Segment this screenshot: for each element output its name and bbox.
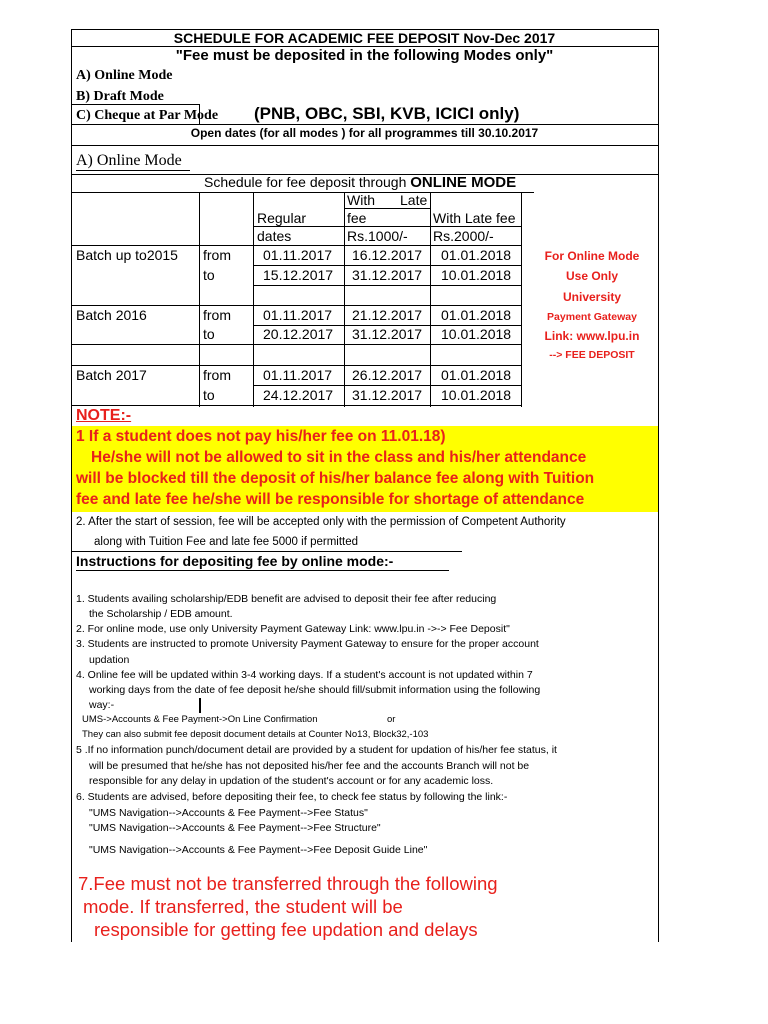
th-late1-1b: Late (400, 192, 428, 208)
note-line-4: fee and late fee he/she will be responsible for shortage of attendance (76, 491, 585, 508)
side-note-line-3: University (562, 290, 622, 304)
note2-line-1: 2. After the start of session, fee will be accepted only with the permission of Competent Authority (76, 516, 566, 528)
schedule-mode: ONLINE MODE (410, 174, 517, 191)
late2-from-date: 01.01.2018 (441, 367, 512, 383)
online-section-heading: A) Online Mode (76, 152, 182, 169)
late2-to-date: 10.01.2018 (441, 387, 512, 403)
instruction-1a: 1. Students availing scholarship/EDB benefit are advised to deposit their fee after reducing (76, 593, 497, 605)
link-fee-guide: "UMS Navigation-->Accounts & Fee Payment-->Fee Deposit Guide Line" (89, 844, 428, 856)
table-row-line-6 (71, 305, 521, 306)
ums-path: UMS->Accounts & Fee Payment->On Line Confirmation (82, 714, 318, 725)
table-row-line-9 (71, 365, 521, 366)
instruction-5a: 5 .If no information punch/document detail are provided by a student for updation of his/her fee status, it (76, 744, 557, 756)
table-col-a (199, 192, 200, 407)
regular-to-date: 24.12.2017 (263, 387, 334, 403)
table-col-e (521, 192, 522, 407)
from-label: from (203, 367, 231, 383)
note2-rule (71, 551, 462, 552)
point7-line-2: mode. If transferred, the student will be (83, 896, 403, 917)
mode-draft: B) Draft Mode (76, 89, 164, 104)
note-line-1: 1 If a student does not pay his/her fee on 11.01.18) (76, 428, 446, 445)
th-regular-2: dates (257, 228, 292, 244)
online-heading-underline (76, 170, 190, 171)
table-row-line-5 (253, 285, 521, 286)
th-late1-3: Rs.1000/- (347, 228, 408, 244)
instruction-3a: 3. Students are instructed to promote University Payment Gateway to ensure for the proper account (76, 638, 539, 650)
late1-from-date: 21.12.2017 (352, 307, 423, 323)
text-cursor (199, 698, 201, 713)
late1-to-date: 31.12.2017 (352, 267, 423, 283)
table-col-b (253, 192, 254, 407)
table-row-line-3 (71, 245, 521, 246)
batch-label: Batch up to2015 (76, 247, 178, 263)
mode-cheque: C) Cheque at Par Mode (76, 108, 219, 123)
instruction-2: 2. For online mode, use only University Payment Gateway Link: www.lpu.in ->-> Fee Deposit" (76, 623, 510, 635)
ums-or: or (387, 714, 396, 725)
to-label: to (203, 267, 215, 283)
mode-online: A) Online Mode (76, 68, 173, 83)
regular-to-date: 15.12.2017 (263, 267, 334, 283)
note-label: NOTE:- (76, 407, 132, 424)
instruction-5c: responsible for any delay in updation of the student's account or for any academic loss. (89, 775, 494, 787)
table-row-line-11 (71, 405, 521, 406)
link-fee-status: "UMS Navigation-->Accounts & Fee Payment-->Fee Status" (89, 807, 368, 819)
late2-to-date: 10.01.2018 (441, 326, 512, 342)
instructions-heading-underline (76, 570, 449, 571)
modes-underline (71, 104, 199, 105)
schedule-label: Schedule for fee deposit through (204, 174, 407, 190)
schedule-rule (71, 192, 534, 193)
th-late1-2: fee (347, 210, 367, 226)
table-row-line-10 (253, 385, 521, 386)
side-note-line-1: For Online Mode (544, 249, 640, 263)
from-label: from (203, 307, 231, 323)
side-note-line-6: --> FEE DEPOSIT (549, 349, 635, 361)
to-label: to (203, 326, 215, 342)
regular-from-date: 01.11.2017 (263, 307, 333, 323)
table-col-c (344, 192, 345, 407)
regular-from-date: 01.11.2017 (263, 247, 333, 263)
late2-from-date: 01.01.2018 (441, 307, 512, 323)
table-col-d (430, 192, 431, 407)
banks-list: (PNB, OBC, SBI, KVB, ICICI only) (254, 104, 520, 123)
late1-from-date: 26.12.2017 (352, 367, 423, 383)
instructions-heading: Instructions for depositing fee by online mode:- (76, 553, 394, 569)
instruction-1b: the Scholarship / EDB amount. (89, 608, 233, 620)
page-subtitle: "Fee must be deposited in the following Modes only" (175, 47, 554, 64)
late2-from-date: 01.01.2018 (441, 247, 512, 263)
batch-label: Batch 2017 (76, 367, 147, 383)
th-regular-1: Regular (257, 210, 307, 226)
instruction-4c: way:- (89, 699, 115, 711)
regular-to-date: 20.12.2017 (263, 326, 334, 342)
schedule-caption (204, 172, 516, 193)
link-fee-structure: "UMS Navigation-->Accounts & Fee Payment-->Fee Structure" (89, 822, 381, 834)
page-title: SCHEDULE FOR ACADEMIC FEE DEPOSIT Nov-Dec 2017 (173, 30, 556, 46)
note2-line-2: along with Tuition Fee and late fee 5000 if permitted (94, 536, 359, 548)
late1-to-date: 31.12.2017 (352, 387, 423, 403)
th-late2-1: With Late fee (433, 210, 516, 226)
side-note-line-4: Payment Gateway (547, 311, 637, 323)
opendates-divider (71, 145, 658, 146)
from-label: from (203, 247, 231, 263)
to-label: to (203, 387, 215, 403)
instruction-6: 6. Students are advised, before depositing their fee, to check fee status by following the link:- (76, 791, 508, 803)
instruction-3b: updation (89, 654, 130, 666)
side-note-line-5: Link: www.lpu.in (544, 329, 640, 343)
note-line-2: He/she will not be allowed to sit in the class and his/her attendance (91, 449, 587, 466)
regular-from-date: 01.11.2017 (263, 367, 333, 383)
th-late1-1: With (347, 192, 375, 208)
instruction-5b: will be presumed that he/she has not deposited his/her fee and the accounts Branch will not be (89, 760, 530, 772)
instruction-4b: working days from the date of fee deposit he/she should fill/submit information using the following (89, 684, 541, 696)
batch-label: Batch 2016 (76, 307, 147, 323)
table-row-line-8 (71, 344, 521, 345)
late1-to-date: 31.12.2017 (352, 326, 423, 342)
point7-line-3: responsible for getting fee updation and delays (94, 919, 478, 940)
side-note-line-2: Use Only (565, 269, 619, 283)
open-dates: Open dates (for all modes ) for all programmes till 30.10.2017 (190, 126, 539, 140)
outer-right-border (658, 29, 659, 942)
table-row-line-4 (253, 265, 521, 266)
point7-line-1: 7.Fee must not be transferred through the following (78, 873, 498, 894)
th-late2-2: Rs.2000/- (433, 228, 494, 244)
counter-info: They can also submit fee deposit document details at Counter No13, Block32,-103 (82, 729, 429, 740)
late2-to-date: 10.01.2018 (441, 267, 512, 283)
late1-from-date: 16.12.2017 (352, 247, 423, 263)
instruction-4a: 4. Online fee will be updated within 3-4 working days. If a student's account is not updated within 7 (76, 669, 533, 681)
note-line-3: will be blocked till the deposit of his/her balance fee along with Tuition (76, 470, 595, 487)
